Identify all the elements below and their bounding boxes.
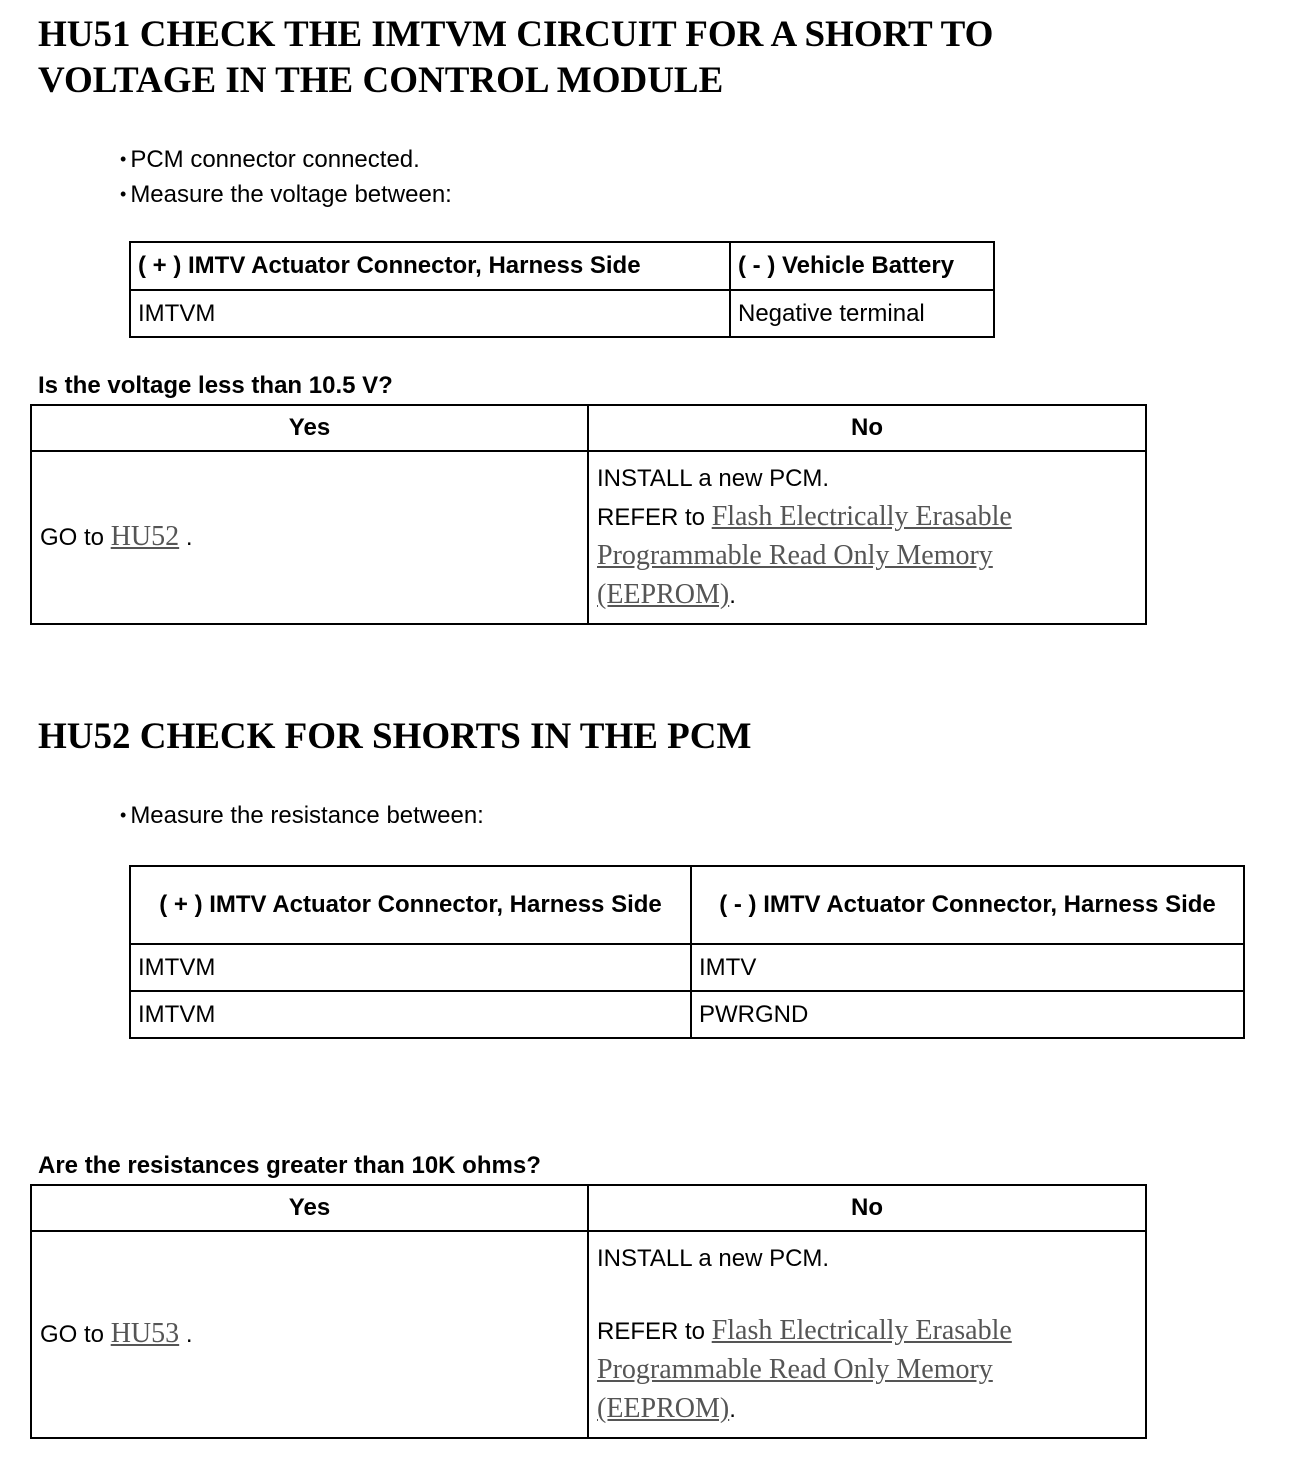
refer-text: REFER to (597, 504, 706, 531)
eeprom-link[interactable]: Flash Electrically Erasable Programmable Read Only Memory (EEPROM) (597, 1315, 1012, 1424)
table-header: ( - ) Vehicle Battery (730, 242, 994, 290)
no-cell (588, 1231, 1146, 1438)
hu51-question: Is the voltage less than 10.5 V? (38, 372, 393, 399)
table-header: ( - ) IMTV Actuator Connector, Harness Side (691, 866, 1244, 944)
no-refer (597, 1312, 1137, 1429)
hu51-decision-table (30, 404, 1147, 625)
table-row (130, 944, 1244, 991)
refer-text: REFER to (597, 1318, 706, 1345)
yes-suffix: . (179, 524, 193, 551)
table-cell: IMTV (691, 944, 1244, 991)
table-header: ( + ) IMTV Actuator Connector, Harness Side (130, 866, 691, 944)
no-suffix: . (729, 582, 736, 609)
hu51-bullet-list (120, 142, 452, 212)
bullet-item: • Measure the voltage between: (120, 177, 452, 212)
hu51-title (38, 12, 993, 104)
hu52-measurement-table (129, 865, 1245, 1039)
yes-cell (31, 451, 588, 624)
no-cell (588, 451, 1146, 624)
yes-text: GO to (40, 524, 105, 551)
hu52-bullet-list (120, 798, 484, 833)
table-cell: IMTVM (130, 944, 691, 991)
yes-text: GO to (40, 1321, 105, 1348)
no-suffix: . (729, 1396, 736, 1423)
hu51-title-line2: VOLTAGE IN THE CONTROL MODULE (38, 60, 724, 101)
no-header: No (588, 405, 1146, 451)
yes-header: Yes (31, 1185, 588, 1231)
hu52-decision-table (30, 1184, 1147, 1439)
hu52-link[interactable]: HU52 (110, 521, 180, 552)
hu51-measurement-table (129, 241, 995, 338)
hu52-question: Are the resistances greater than 10K ohms? (38, 1152, 541, 1179)
bullet-item: • Measure the resistance between: (120, 798, 484, 833)
table-cell: Negative terminal (730, 290, 994, 337)
hu53-link[interactable]: HU53 (110, 1318, 180, 1349)
bullet-item: • PCM connector connected. (120, 142, 452, 177)
no-line1: INSTALL a new PCM. (597, 465, 830, 492)
table-cell: IMTVM (130, 991, 691, 1038)
no-line1: INSTALL a new PCM. (597, 1245, 830, 1272)
no-refer (597, 498, 1137, 615)
table-header: ( + ) IMTV Actuator Connector, Harness Side (130, 242, 730, 290)
yes-suffix: . (179, 1321, 193, 1348)
table-row (130, 991, 1244, 1038)
table-cell: PWRGND (691, 991, 1244, 1038)
yes-header: Yes (31, 405, 588, 451)
eeprom-link[interactable]: Flash Electrically Erasable Programmable Read Only Memory (EEPROM) (597, 501, 1012, 610)
yes-cell (31, 1231, 588, 1438)
hu52-title: HU52 CHECK FOR SHORTS IN THE PCM (38, 716, 752, 757)
no-header: No (588, 1185, 1146, 1231)
hu51-title-line1: HU51 CHECK THE IMTVM CIRCUIT FOR A SHORT TO (38, 14, 994, 55)
table-row (130, 290, 994, 337)
table-cell: IMTVM (130, 290, 730, 337)
